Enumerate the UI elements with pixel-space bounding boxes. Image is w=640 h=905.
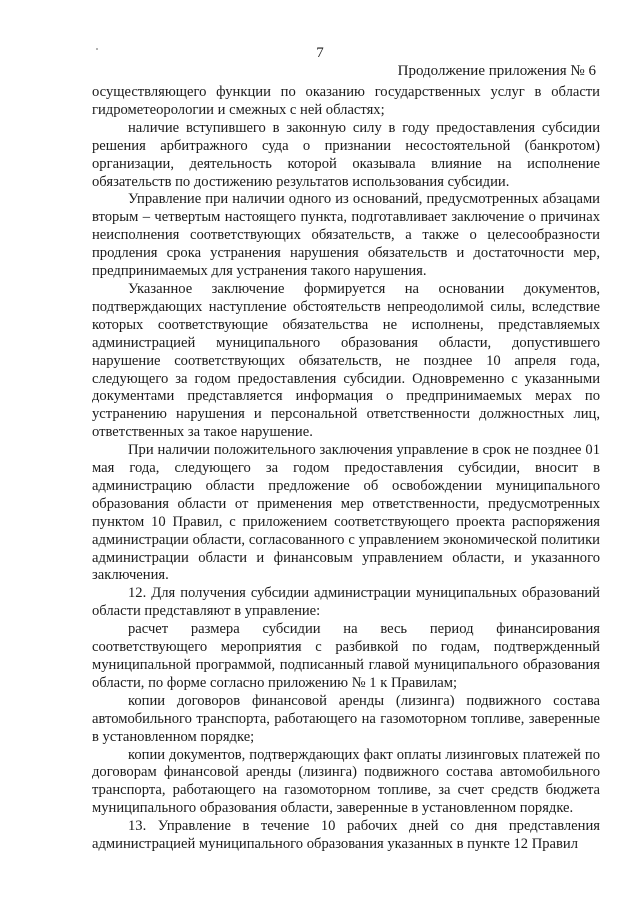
paragraph-6: 12. Для получения субсидии администрации муниципальных образований области представляют в управление: xyxy=(92,585,600,620)
paragraph-7: расчет размера субсидии на весь период финансирования соответствующего мероприятия с разбивкой по годам, подтвержденный муниципальной программой, подписанный главой муниципального образования области, по форме согласно приложению № 1 к Правилам; xyxy=(92,621,600,691)
paragraph-2: наличие вступившего в законную силу в году предоставления субсидии решения арбитражного суда о признании несостоятельной (банкротом) организации, деятельность которой оказывала влияние на исполнение обязательств по достижению результатов использования субсидии. xyxy=(92,119,600,190)
paragraph-4: Указанное заключение формируется на основании документов, подтверждающих наступление обстоятельств непреодолимой силы, вследствие которых соответствующие обязательства не исполнены, представляемых администрацией муниципального образования области, допустившего нарушение соответствующих обязательств, не позднее 10 апреля года, следующего за годом предоставления субсидии. Одновременно с указанными документами представляется информация о предпринимаемых мерах по устранению нарушения и персональной ответственности должностных лиц, ответственных за такое нарушение. xyxy=(92,280,600,441)
paragraph-5: При наличии положительного заключения управление в срок не позднее 01 мая года, следующего за годом предоставления субсидии, вносит в администрацию области предложение об освобождении муниципального образования области от применения мер ответственности, предусмотренных пунктом 10 Правил, с приложением соответствующего проекта распоряжения администрации области, согласованного с управлением экономической политики администрации области и финансовым управлением области, и указанного заключения. xyxy=(92,442,600,584)
paragraph-8: копии договоров финансовой аренды (лизинга) подвижного состава автомобильного транспорта, работающего на газомоторном топливе, заверенные в установленном порядке; xyxy=(92,692,600,745)
paragraph-10: 13. Управление в течение 10 рабочих дней со дня представления администрацией муниципального образования указанных в пункте 12 Правил xyxy=(92,818,600,853)
running-header: Продолжение приложения № 6 xyxy=(397,63,596,79)
paragraph-3: Управление при наличии одного из оснований, предусмотренных абзацами вторым – четвертым настоящего пункта, подготавливает заключение о причинах неисполнения соответствующих обязательств, а также о целесообразности продления срока устранения нарушения обязательств и достаточности мер, предпринимаемых для устранения такого нарушения. xyxy=(92,191,600,280)
document-body xyxy=(92,84,600,854)
paragraph-9: копии документов, подтверждающих факт оплаты лизинговых платежей по договорам финансовой аренды (лизинга) подвижного состава автомобильного транспорта, работающего на газомоторном топливе, за счет средств бюджета муниципального образования области, заверенные в установленном порядке. xyxy=(92,746,600,817)
page-number: 7 xyxy=(316,45,324,61)
paragraph-1: осуществляющего функции по оказанию государственных услуг в области гидрометеорологии и смежных с ней областях; xyxy=(92,84,600,118)
